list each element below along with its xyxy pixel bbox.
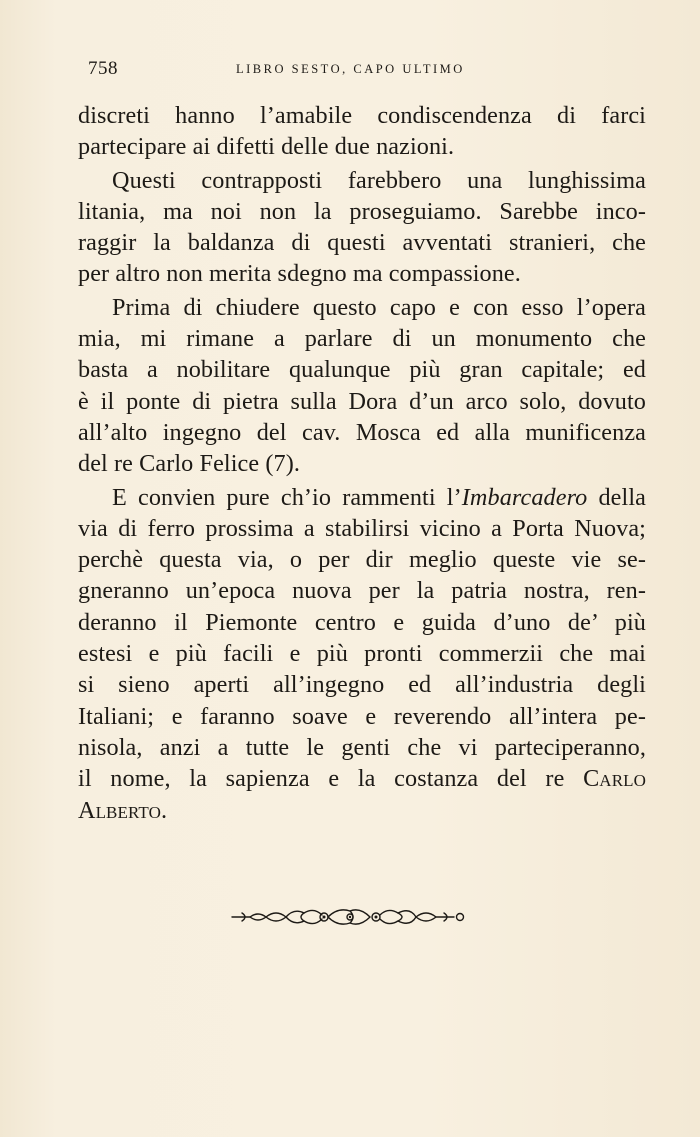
text-fragment: della	[587, 483, 646, 511]
text-line: raggir la baldanza di questi avventati stranieri, che	[78, 229, 646, 257]
text-line: nisola, anzi a tutte le genti che vi parteciperanno,	[78, 733, 646, 761]
text-line: all’alto ingegno del cav. Mosca ed alla munificenza	[78, 418, 646, 446]
text-line: Questi contrapposti farebbero una lunghissima	[112, 166, 646, 194]
text-line: estesi e più facili e più pronti commerzii che mai	[78, 640, 646, 668]
text-line: deranno il Piemonte centro e guida d’uno de’ più	[78, 608, 646, 636]
body-text	[78, 100, 646, 826]
small-caps-name: Carlo	[583, 765, 646, 793]
italic-term: Imbarcadero	[461, 483, 588, 511]
text-line: basta a nobilitare qualunque più gran capitale; ed	[78, 356, 646, 384]
text-line: perchè questa via, o per dir meglio queste vie se-	[78, 546, 646, 574]
page-number: 758	[88, 58, 118, 79]
text-line: si sieno aperti all’ingegno ed all’industria degli	[78, 671, 646, 699]
text-line: via di ferro prossima a stabilirsi vicino a Porta Nuova;	[78, 514, 646, 542]
text-line: mia, mi rimane a parlare di un monumento che	[78, 325, 646, 353]
text-line: gneranno un’epoca nuova per la patria nostra, ren-	[78, 577, 646, 605]
page-header	[88, 58, 648, 86]
text-line	[78, 763, 646, 794]
text-fragment: il nome, la sapienza e la costanza del re	[78, 765, 584, 793]
text-line: Italiani; e faranno soave e reverendo all’intera pe-	[78, 702, 646, 730]
text-line: litania, ma noi non la proseguiamo. Sarebbe inco-	[78, 197, 646, 225]
running-head: LIBRO SESTO, CAPO ULTIMO	[236, 62, 465, 76]
text-line: è il ponte di pietra sulla Dora d’un arco solo, dovuto	[78, 387, 646, 415]
floral-tailpiece-ornament-icon	[228, 905, 472, 929]
text-fragment: .	[160, 796, 168, 824]
text-line: discreti hanno l’amabile condiscendenza di farci	[78, 102, 646, 129]
text-line	[78, 482, 646, 513]
text-line: Prima di chiudere questo capo e con esso l’opera	[112, 293, 646, 321]
small-caps-name: Alberto	[78, 796, 161, 824]
text-line: partecipare ai difetti delle due nazioni.	[78, 133, 455, 161]
text-line: del re Carlo Felice (7).	[78, 450, 301, 478]
text-fragment: E convien pure ch’io rammenti l’	[112, 483, 462, 511]
text-line	[78, 795, 646, 826]
text-line: per altro non merita sdegno ma compassione.	[78, 260, 521, 288]
